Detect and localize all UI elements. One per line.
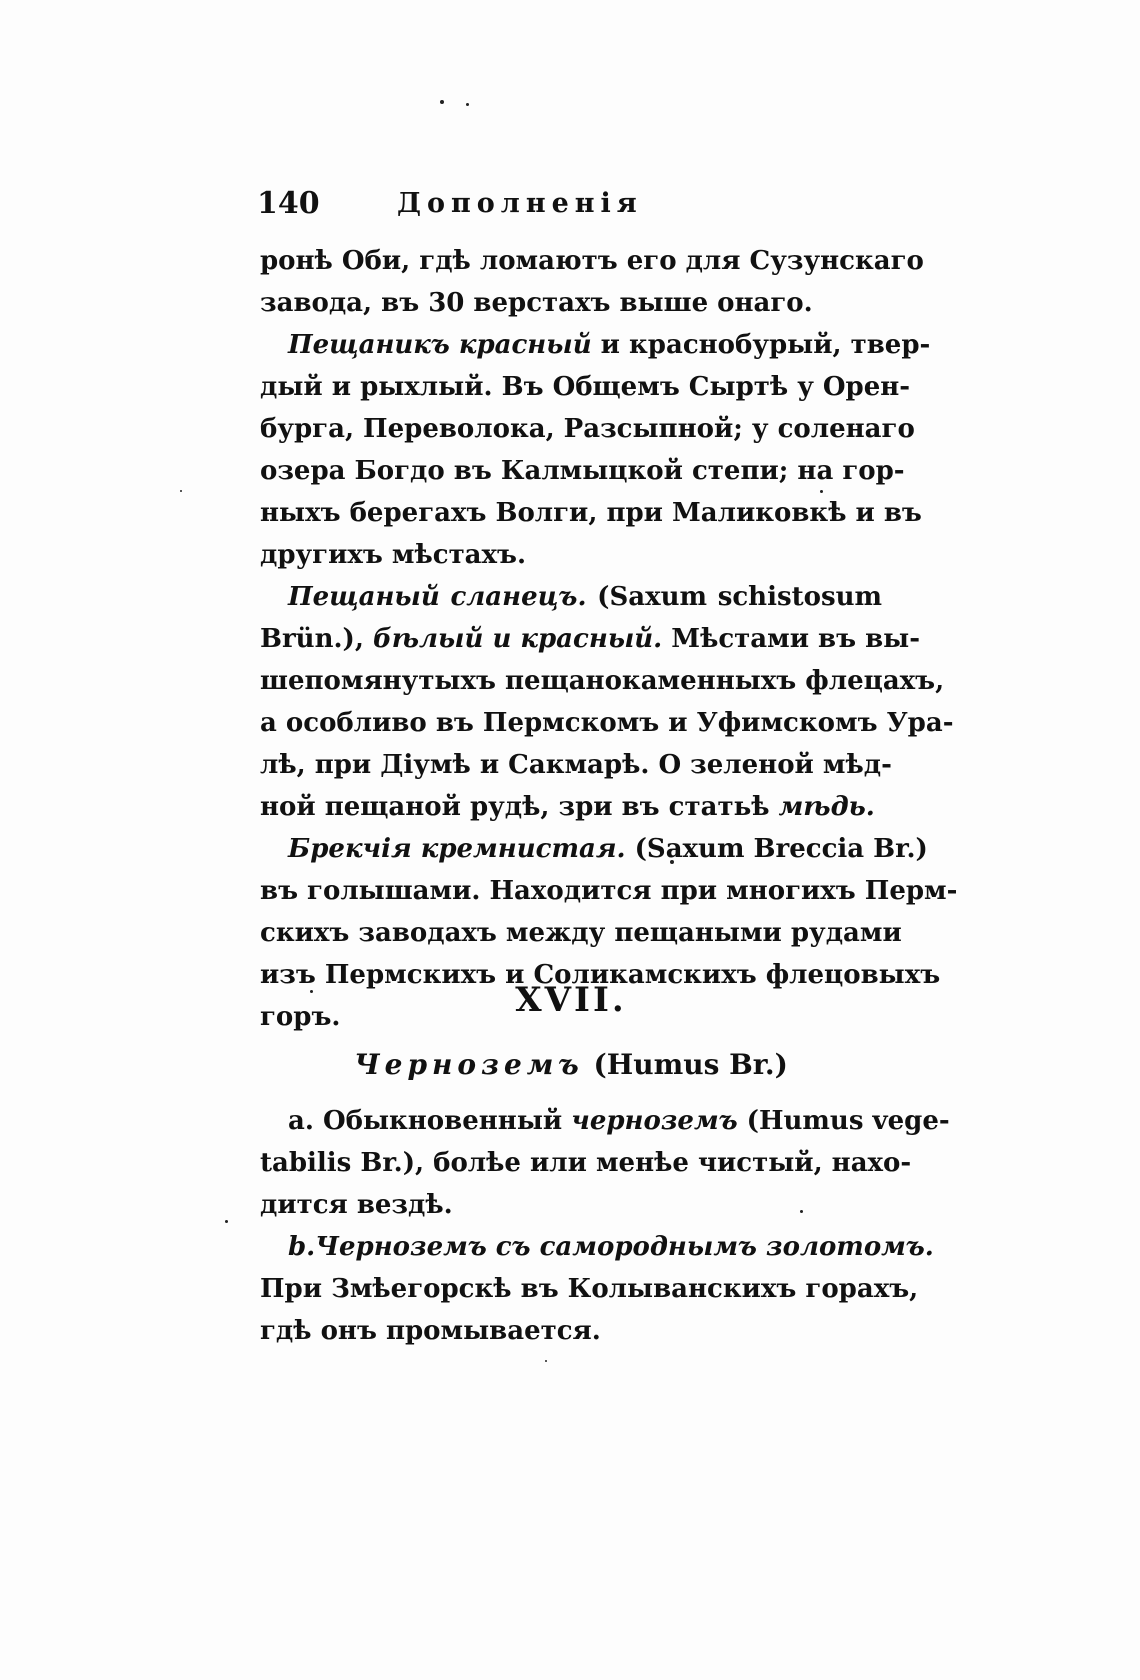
section-title-rest: (Humus Br.) bbox=[583, 1048, 788, 1081]
text-line: бурга, Переволока, Разсыпной; у соленаго bbox=[260, 414, 915, 444]
text-line: изъ Пермскихъ и Соликамскихъ флецовыхъ bbox=[260, 960, 941, 990]
term-italic: b.Черноземъ съ самороднымъ золотомъ. bbox=[288, 1232, 934, 1262]
text-line bbox=[260, 576, 882, 618]
text-span: a. Обыкновенный bbox=[288, 1106, 572, 1136]
text-span: (Saxum schistosum bbox=[586, 582, 883, 612]
term-italic: Брекчія кремнистая. bbox=[288, 834, 626, 864]
section-number: XVII. bbox=[515, 980, 627, 1020]
text-line bbox=[260, 786, 882, 828]
term-italic: черноземъ bbox=[571, 1106, 738, 1136]
text-span: Brün.), bbox=[260, 624, 364, 654]
text-line: лѣ, при Діумѣ и Сакмарѣ. О зеленой мѣд- bbox=[260, 750, 892, 780]
text-line: а особливо въ Пермскомъ и Уфимскомъ Ура- bbox=[260, 708, 954, 738]
text-span: Мѣстами въ вы- bbox=[662, 624, 921, 654]
text-line bbox=[260, 828, 928, 870]
section-title bbox=[260, 1048, 882, 1081]
text-line: дый и рыхлый. Въ Общемъ Сыртѣ у Орен- bbox=[260, 372, 911, 402]
ink-speck bbox=[225, 1220, 228, 1223]
text-line: дится вездѣ. bbox=[260, 1190, 453, 1220]
term-italic: мѣдь. bbox=[778, 792, 875, 822]
text-line: При Змѣегорскѣ въ Колыванскихъ горахъ, bbox=[260, 1274, 919, 1304]
text-line: ныхъ берегахъ Волги, при Маликовкѣ и въ bbox=[260, 498, 922, 528]
body-text-lower bbox=[260, 1100, 950, 1352]
text-line: завода, въ 30 верстахъ выше онаго. bbox=[260, 288, 813, 318]
running-head: Дополненія bbox=[397, 188, 643, 219]
text-line: озера Богдо въ Калмыцкой степи; на гор- bbox=[260, 456, 905, 486]
text-span: ной пещаной рудѣ, зри въ статьѣ bbox=[260, 792, 779, 822]
ink-speck bbox=[180, 490, 182, 492]
text-line bbox=[260, 324, 931, 366]
term-italic: Пещаный сланецъ. bbox=[288, 582, 587, 612]
term-italic: бѣлый и красный. bbox=[363, 624, 663, 654]
term-italic: Пещаникъ красный bbox=[288, 330, 592, 360]
page-header bbox=[257, 186, 897, 226]
text-span: (Humus vege- bbox=[737, 1106, 950, 1136]
text-span: и краснобурый, твер- bbox=[591, 330, 931, 360]
text-line: tabilis Br.), болѣе или менѣе чистый, нахо- bbox=[260, 1148, 912, 1178]
text-line: шепомянутыхъ пещанокаменныхъ флецахъ, bbox=[260, 666, 945, 696]
text-span: (Saxum Breccia Br.) bbox=[625, 834, 928, 864]
page-number: 140 bbox=[257, 186, 320, 221]
section-title-italic: Черноземъ bbox=[354, 1048, 584, 1081]
text-line bbox=[260, 1100, 950, 1142]
text-line bbox=[260, 1226, 934, 1268]
ink-speck bbox=[466, 103, 469, 106]
text-line: въ голышами. Находится при многихъ Перм- bbox=[260, 876, 958, 906]
body-text-upper bbox=[260, 240, 958, 1038]
text-line: другихъ мѣстахъ. bbox=[260, 540, 527, 570]
text-line: скихъ заводахъ между пещаными рудами bbox=[260, 918, 902, 948]
ink-speck bbox=[440, 100, 444, 104]
text-line bbox=[260, 618, 921, 660]
ink-speck bbox=[545, 1360, 547, 1362]
text-line: гдѣ онъ промывается. bbox=[260, 1316, 601, 1346]
text-line: ронѣ Оби, гдѣ ломаютъ его для Сузунскаго bbox=[260, 246, 924, 276]
text-line: горъ. bbox=[260, 1002, 341, 1032]
